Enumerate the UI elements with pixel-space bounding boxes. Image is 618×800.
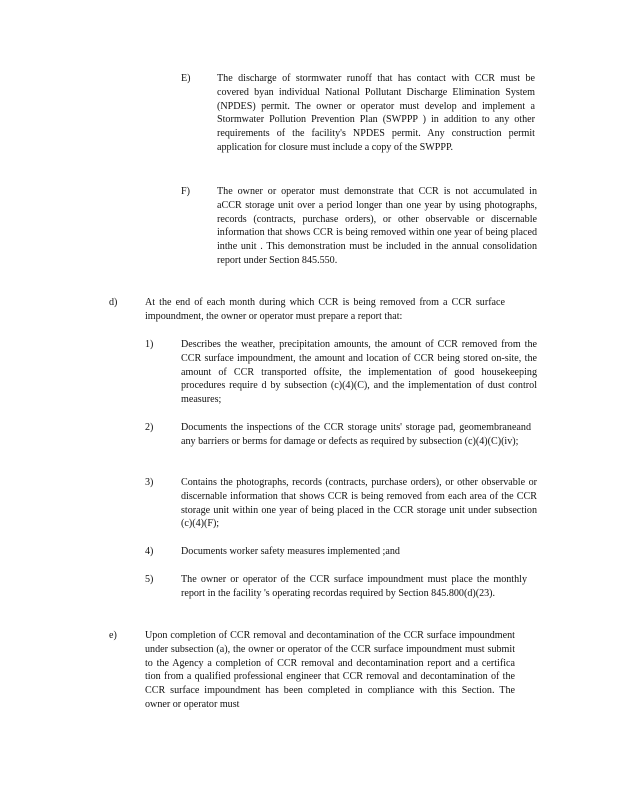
item-4-text: Documents worker safety measures implemented ;and	[181, 546, 400, 557]
section-e-text: Upon completion of CCR removal and decontamination of the CCR surface impoundment under subsection (a), the owner or operator of the CCR surface impoundment must submit to the Agency a completion of CCR removal and decontamination report and a certifica tion from a qualified professional engineer that CCR removal and decontamination of the CCR surface impoundment has been completed in compliance with this Section. The owner or operator must	[145, 630, 515, 710]
item-3-text: Contains the photographs, records (contracts, purchase orders), or other observable or discernable information that shows CCR is being removed from each area of the CCR storage unit within one year of being placed in the CCR storage unit under subsection (c)(4)(F);	[181, 477, 537, 530]
item-label-4: 4)	[145, 546, 154, 557]
item-label-f: F)	[181, 186, 190, 197]
item-label-1: 1)	[145, 339, 154, 350]
item-f-text: The owner or operator must demonstrate that CCR is not accumulated in aCCR storage unit over a period longer than one year by using photographs, records (contracts, purchase orders), or other observable or discernable information that shows CCR is being removed within one year of being placed inthe unit . This demonstration must be included in the annual consolidation report under Section 845.550.	[217, 186, 537, 266]
section-d-intro: At the end of each month during which CCR is being removed from a CCR surface impoundment, the owner or operator must prepare a report that:	[145, 297, 505, 322]
item-label-e: E)	[181, 73, 191, 84]
item-5-text: The owner or operator of the CCR surface impoundment must place the monthly report in the facility 's operating recordas required by Section 845.800(d)(23).	[181, 574, 527, 599]
section-label-e: e)	[109, 630, 117, 641]
item-label-5: 5)	[145, 574, 154, 585]
item-label-3: 3)	[145, 477, 154, 488]
item-1-text: Describes the weather, precipitation amounts, the amount of CCR removed from the CCR surface impoundment, the amount and location of CCR being stored on-site, the amount of CCR transported offsite, the implementation of good housekeeping procedures require d by subsection (c)(4)(C), and the implementation of dust control measures;	[181, 339, 537, 406]
item-e-text: The discharge of stormwater runoff that has contact with CCR must be covered byan individual National Pollutant Discharge Elimination System (NPDES) permit. The owner or operator must develop and implement a Stormwater Pollution Prevention Plan (SWPPP ) in addition to any other requirements of the facility's NPDES permit. Any construction permit application for closure must include a copy of the SWPPP.	[217, 73, 535, 153]
item-label-2: 2)	[145, 422, 154, 433]
section-label-d: d)	[109, 297, 118, 308]
item-2-text: Documents the inspections of the CCR storage units' storage pad, geomembraneand any barriers or berms for damage or defects as required by subsection (c)(4)(C)(iv);	[181, 422, 531, 447]
